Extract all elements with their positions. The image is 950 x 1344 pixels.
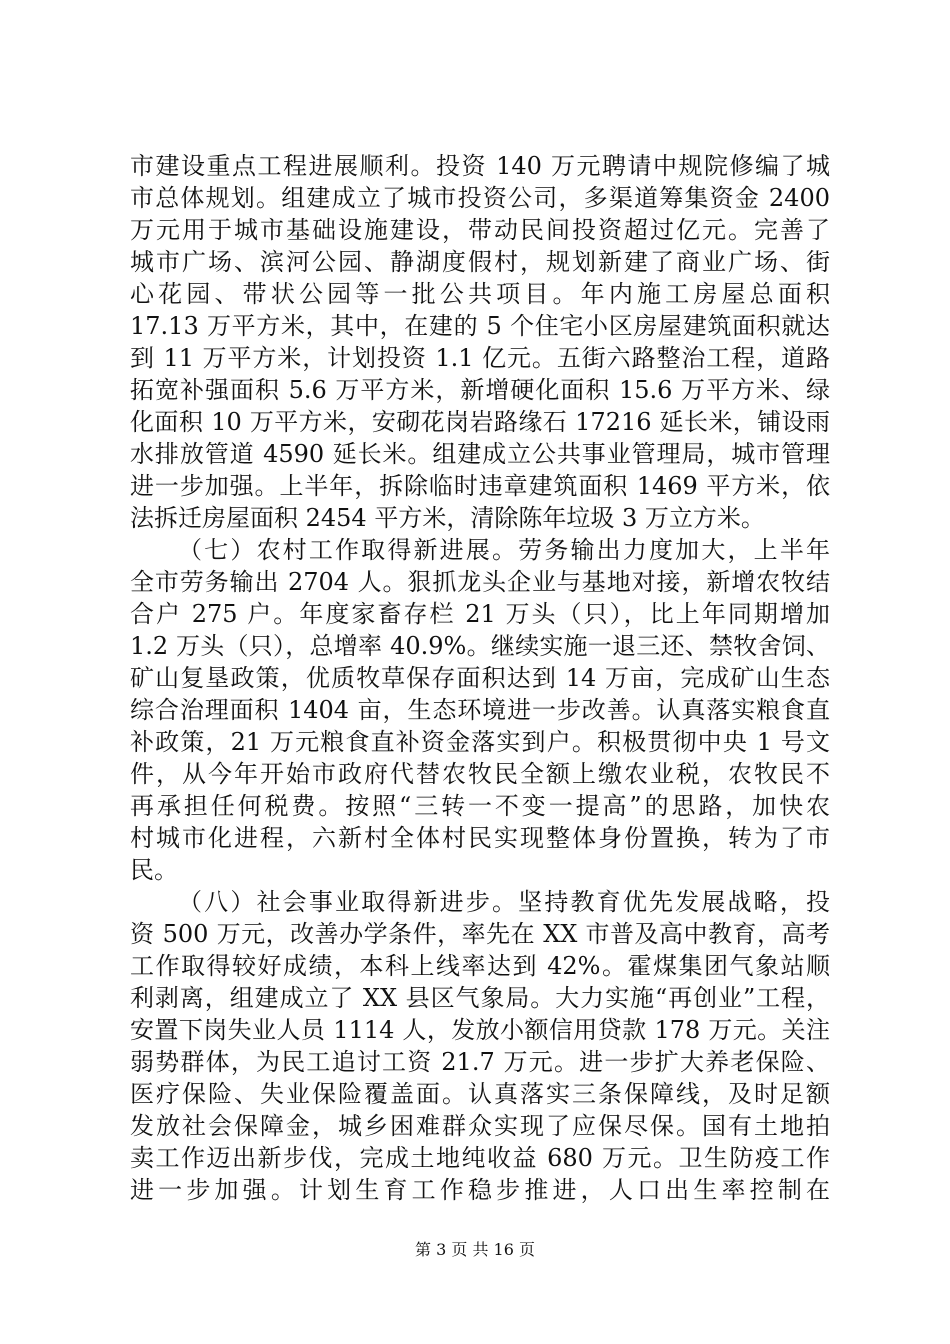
text-line: 化面积 10 万平方米，安砌花岗岩路缘石 17216 延长米，铺设雨: [130, 408, 830, 436]
page-footer: 第 3 页 共 16 页: [415, 1240, 535, 1259]
paragraph-heading-line: （七）农村工作取得新进展。劳务输出力度加大，上半年: [178, 536, 830, 564]
text-line: 17.13 万平方米，其中，在建的 5 个住宅小区房屋建筑面积就达: [130, 312, 830, 340]
text-line: 利剥离，组建成立了 XX 县区气象局。大力实施“再创业”工程，: [130, 984, 830, 1012]
text-line: 安置下岗失业人员 1114 人，发放小额信用贷款 178 万元。关注: [130, 1016, 830, 1044]
text-line: 合户 275 户。年度家畜存栏 21 万头（只），比上年同期增加: [130, 600, 830, 628]
text-line: 再承担任何税费。按照“三转一不变一提高”的思路，加快农: [130, 792, 830, 820]
text-line: 卖工作迈出新步伐，完成土地纯收益 680 万元。卫生防疫工作: [130, 1144, 830, 1172]
text-line: 村城市化进程，六新村全体村民实现整体身份置换，转为了市: [130, 824, 830, 852]
paragraph-heading-line: （八）社会事业取得新进步。坚持教育优先发展战略，投: [178, 888, 830, 916]
text-line: 心花园、带状公园等一批公共项目。年内施工房屋总面积: [130, 280, 830, 308]
text-line: 进一步加强。计划生育工作稳步推进，人口出生率控制在: [130, 1176, 830, 1204]
text-line: 法拆迁房屋面积 2454 平方米，清除陈年垃圾 3 万立方米。: [130, 504, 765, 532]
text-line: 到 11 万平方米，计划投资 1.1 亿元。五街六路整治工程，道路: [130, 344, 830, 372]
text-line: 全市劳务输出 2704 人。狠抓龙头企业与基地对接，新增农牧结: [130, 568, 830, 596]
text-line: 工作取得较好成绩，本科上线率达到 42%。霍煤集团气象站顺: [130, 952, 830, 980]
text-line: 医疗保险、失业保险覆盖面。认真落实三条保障线，及时足额: [130, 1080, 830, 1108]
text-line: 资 500 万元，改善办学条件，率先在 XX 市普及高中教育，高考: [130, 920, 830, 948]
text-line: 补政策，21 万元粮食直补资金落实到户。积极贯彻中央 1 号文: [130, 728, 830, 756]
text-line: 综合治理面积 1404 亩，生态环境进一步改善。认真落实粮食直: [130, 696, 830, 724]
text-line: 1.2 万头（只），总增率 40.9%。继续实施一退三还、禁牧舍饲、: [130, 632, 830, 660]
text-line: 拓宽补强面积 5.6 万平方米，新增硬化面积 15.6 万平方米、绿: [130, 376, 830, 404]
text-line: 万元用于城市基础设施建设，带动民间投资超过亿元。完善了: [130, 216, 830, 244]
text-line: 件，从今年开始市政府代替农牧民全额上缴农业税，农牧民不: [130, 760, 830, 788]
text-line: 弱势群体，为民工追讨工资 21.7 万元。进一步扩大养老保险、: [130, 1048, 830, 1076]
text-line: 矿山复垦政策，优质牧草保存面积达到 14 万亩，完成矿山生态: [130, 664, 830, 692]
text-line: 进一步加强。上半年，拆除临时违章建筑面积 1469 平方米，依: [130, 472, 830, 500]
text-line: 市建设重点工程进展顺利。投资 140 万元聘请中规院修编了城: [130, 152, 830, 180]
body-text: [130, 150, 830, 1206]
text-line: 民。: [130, 856, 178, 884]
text-line: 水排放管道 4590 延长米。组建成立公共事业管理局，城市管理: [130, 440, 830, 468]
text-line: 市总体规划。组建成立了城市投资公司，多渠道筹集资金 2400: [130, 184, 830, 212]
text-line: 城市广场、滨河公园、静湖度假村，规划新建了商业广场、街: [130, 248, 830, 276]
text-line: 发放社会保障金，城乡困难群众实现了应保尽保。国有土地拍: [130, 1112, 830, 1140]
